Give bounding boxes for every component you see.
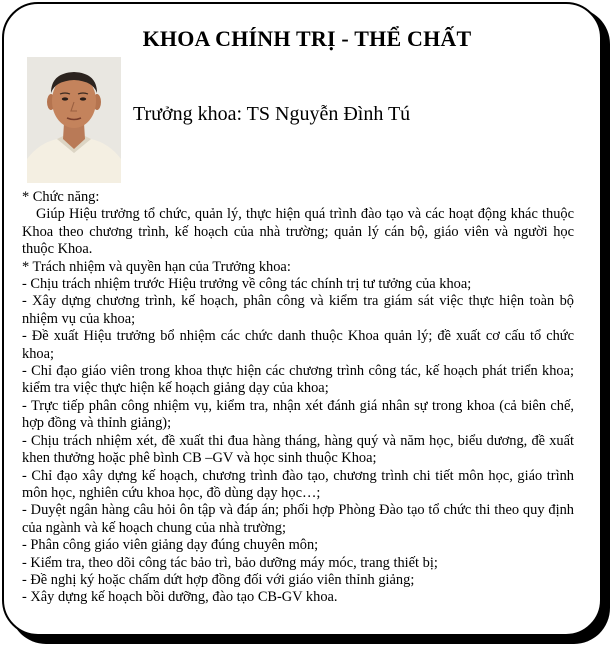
- faculty-description: [22, 189, 574, 607]
- duty-item: - Đề xuất Hiệu trưởng bổ nhiệm các chức danh thuộc Khoa quản lý; đề xuất cơ cấu tổ chức khoa;: [22, 328, 574, 362]
- duty-item: - Chịu trách nhiệm trước Hiệu trưởng về công tác chính trị tư tưởng của khoa;: [22, 276, 472, 293]
- duty-item: - Trực tiếp phân công nhiệm vụ, kiểm tra, nhận xét đánh giá nhân sự trong khoa (cả biên chế, hợp đồng và thỉnh giảng);: [22, 397, 574, 432]
- duty-item: - Kiểm tra, theo dõi công tác bảo trì, bảo dưỡng máy móc, trang thiết bị;: [22, 554, 438, 571]
- duty-item: - Chỉ đạo xây dựng kế hoạch, chương trình đào tạo, chương trình chi tiết môn học, giáo trình môn học, nghiên cứu khoa học, đồ dùng dạy học…;: [22, 467, 574, 501]
- functions-text: Giúp Hiệu trưởng tổ chức, quản lý, thực hiện quá trình đào tạo và các hoạt động khác thuộc Khoa theo chương trình, kế hoạch của nhà trường; quản lý cán bộ, giáo viên và người học thuộc Khoa.: [22, 206, 574, 258]
- duty-item: - Chỉ đạo giáo viên trong khoa thực hiện các chương trình công tác, kế hoạch phát triển khoa; kiểm tra việc thực hiện kế hoạch giảng dạy của khoa;: [22, 363, 574, 397]
- functions-heading: * Chức năng:: [22, 189, 100, 205]
- duty-item: - Phân công giáo viên giảng dạy đúng chuyên môn;: [22, 537, 319, 554]
- head-portrait-photo: [27, 57, 121, 183]
- duty-item: - Xây dựng kế hoạch bồi dưỡng, đào tạo CB-GV khoa.: [22, 589, 338, 606]
- duty-item: - Chịu trách nhiệm xét, đề xuất thi đua hàng tháng, hàng quý và năm học, biểu dương, đề xuất khen thưởng hoặc phê bình CB –GV và học sinh thuộc Khoa;: [22, 432, 574, 467]
- page-title: KHOA CHÍNH TRỊ - THỂ CHẤT: [142, 26, 472, 51]
- head-of-faculty-label: Trưởng khoa: TS Nguyễn Đình Tú: [133, 103, 411, 125]
- duties-heading: * Trách nhiệm và quyền hạn của Trưởng khoa:: [22, 258, 291, 275]
- duty-item: - Duyệt ngân hàng câu hỏi ôn tập và đáp án; phối hợp Phòng Đào tạo tổ chức thi theo quy định của ngành và kế hoạch chung của nhà trường;: [22, 502, 574, 536]
- duty-item: - Đề nghị ký hoặc chấm dứt hợp đồng đối với giáo viên thỉnh giảng;: [22, 571, 415, 588]
- duty-item: - Xây dựng chương trình, kế hoạch, phân công và kiểm tra giám sát việc thực hiện toàn bộ nhiệm vụ của khoa;: [22, 293, 574, 327]
